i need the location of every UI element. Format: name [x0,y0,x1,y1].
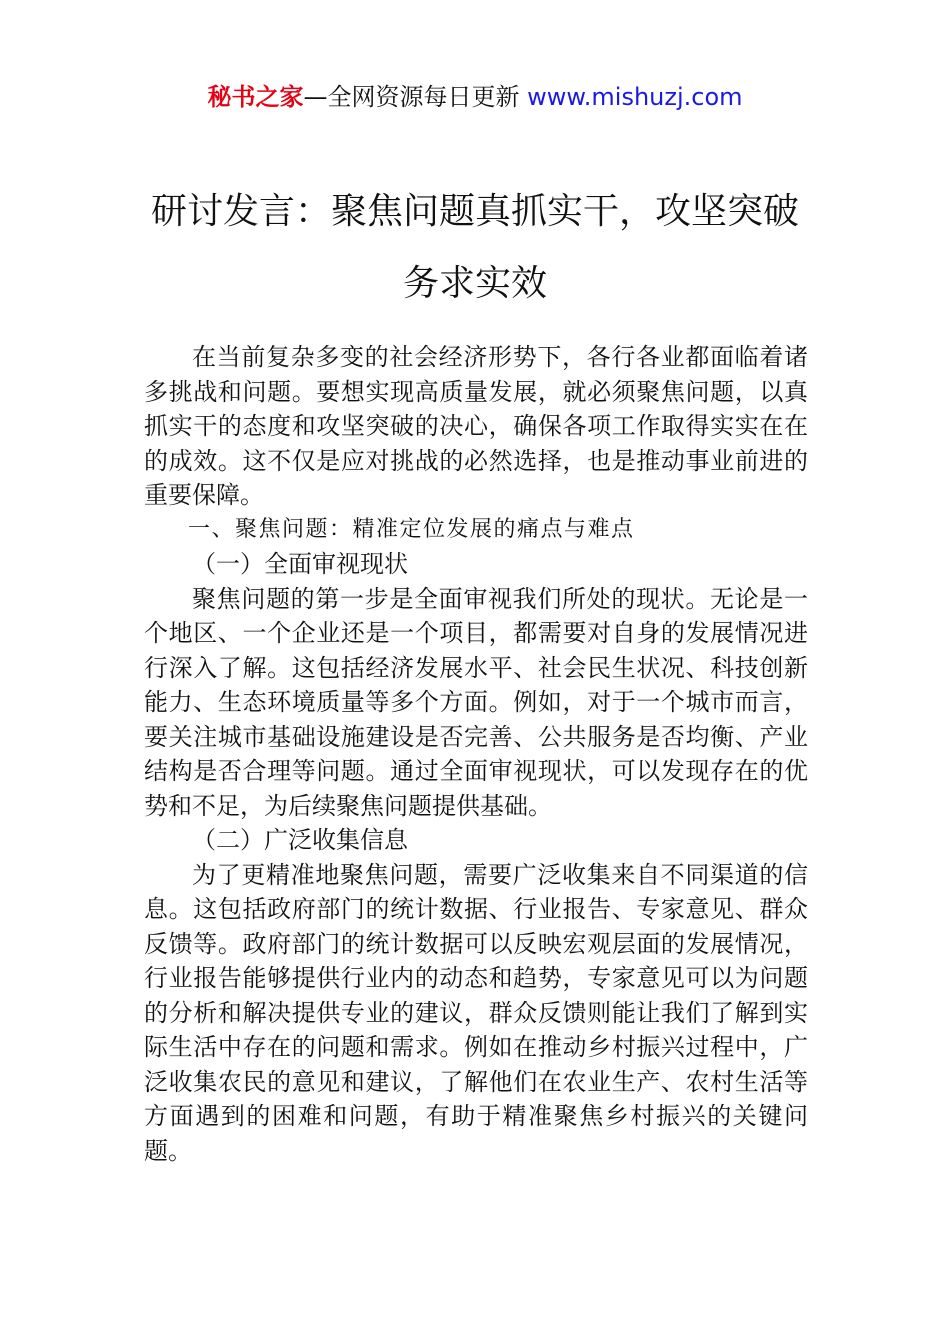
section-heading-1: 一、聚焦问题：精准定位发展的痛点与难点 [188,516,635,542]
title-line-1: 研讨发言：聚焦问题真抓实干，攻坚突破 [150,191,799,232]
site-header [0,80,950,114]
site-url-link[interactable]: www.mishuzj.com [527,83,743,111]
intro-paragraph: 在当前复杂多变的社会经济形势下，各行各业都面临着诸多挑战和问题。要想实现高质量发展，就必须聚焦问题，以真抓实干的态度和攻坚突破的决心，确保各项工作取得实实在在的成效。这不仅是应对挑战的必然选择，也是推动事业前进的重要保障。 [144,343,808,509]
site-tagline: —全网资源每日更新 [303,83,520,111]
title-line-2: 务求实效 [402,263,547,304]
site-brand: 秘书之家 [207,83,304,111]
document-title [100,176,850,320]
subsection-heading-2: （二）广泛收集信息 [192,826,408,854]
subsection-heading-1: （一）全面审视现状 [192,550,408,578]
subsection-2-paragraph: 为了更精准地聚焦问题，需要广泛收集来自不同渠道的信息。这包括政府部门的统计数据、行业报告、专家意见、群众反馈等。政府部门的统计数据可以反映宏观层面的发展情况，行业报告能够提供行业内的动态和趋势，专家意见可以为问题的分析和解决提供专业的建议，群众反馈则能让我们了解到实际生活中存在的问题和需求。例如在推动乡村振兴过程中，广泛收集农民的意见和建议，了解他们在农业生产、农村生活等方面遇到的困难和问题，有助于精准聚焦乡村振兴的关键问题。 [144,860,808,1165]
document-body [144,340,808,1168]
subsection-1-paragraph: 聚焦问题的第一步是全面审视我们所处的现状。无论是一个地区、一个企业还是一个项目，都需要对自身的发展情况进行深入了解。这包括经济发展水平、社会民生状况、科技创新能力、生态环境质量等多个方面。例如，对于一个城市而言，要关注城市基础设施建设是否完善、公共服务是否均衡、产业结构是否合理等问题。通过全面审视现状，可以发现存在的优势和不足，为后续聚焦问题提供基础。 [144,584,808,820]
